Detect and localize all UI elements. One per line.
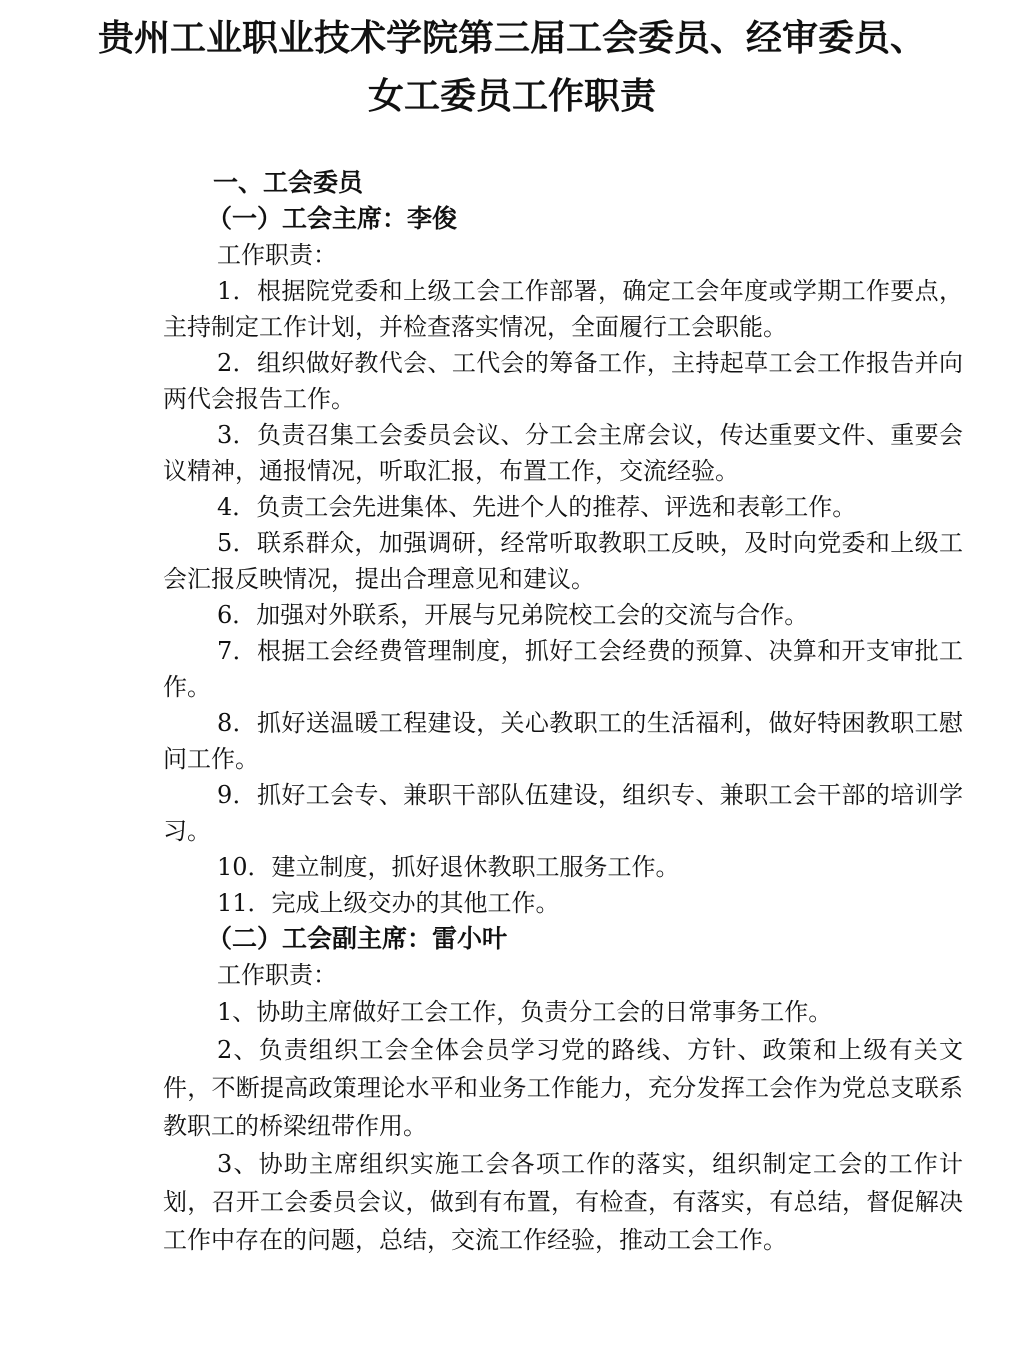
chair-duty-item: 1．根据院党委和上级工会工作部署，确定工会年度或学期工作要点，主持制定工作计划，并检查落实情况，全面履行工会职能。 [163,277,963,341]
document-title-line-2: 女工委员工作职责 [367,76,656,117]
chair-duty-item: 8．抓好送温暖工程建设，关心教职工的生活福利，做好特困教职工慰问工作。 [163,709,963,773]
vice-chair-duty-item: 3、协助主席组织实施工会各项工作的落实，组织制定工会的工作计划，召开工会委员会议，做到有布置，有检查，有落实，有总结，督促解决工作中存在的问题，总结，交流工作经验，推动工会工作。 [163,1150,963,1254]
chair-duty-item: 5．联系群众，加强调研，经常听取教职工反映，及时向党委和上级工会汇报反映情况，提出合理意见和建议。 [163,529,963,593]
chair-duty-item: 11．完成上级交办的其他工作。 [217,889,560,917]
document-body [163,165,963,1259]
chair-duty-item: 10．建立制度，抓好退休教职工服务工作。 [217,853,680,881]
chair-duties-label: 工作职责： [217,241,337,269]
vice-chair-duty-item: 1、协助主席做好工会工作，负责分工会的日常事务工作。 [217,998,833,1026]
chair-duty-item: 9．抓好工会专、兼职干部队伍建设，组织专、兼职工会干部的培训学习。 [163,781,963,845]
chair-duty-item: 2．组织做好教代会、工代会的筹备工作，主持起草工会工作报告并向两代会报告工作。 [163,349,963,413]
chair-duty-item: 3．负责召集工会委员会议、分工会主席会议，传达重要文件、重要会议精神，通报情况，听取汇报，布置工作，交流经验。 [163,421,963,485]
chair-duty-item: 6．加强对外联系，开展与兄弟院校工会的交流与合作。 [217,601,809,629]
vice-chair-heading: （二）工会副主席：雷小叶 [207,924,508,953]
document-title-line-1: 贵州工业职业技术学院第三届工会委员、经审委员、 [97,18,926,59]
vice-chair-duty-item: 2、负责组织工会全体会员学习党的路线、方针、政策和上级有关文件，不断提高政策理论水平和业务工作能力，充分发挥工会作为党总支联系教职工的桥梁纽带作用。 [163,1036,963,1140]
chair-duty-item: 4．负责工会先进集体、先进个人的推荐、评选和表彰工作。 [217,493,857,521]
chair-heading: （一）工会主席：李俊 [207,204,458,233]
vice-chair-duties-label: 工作职责： [217,961,337,989]
section-heading-union-committee: 一、工会委员 [213,168,364,197]
chair-duty-item: 7．根据工会经费管理制度，抓好工会经费的预算、决算和开支审批工作。 [163,637,963,701]
